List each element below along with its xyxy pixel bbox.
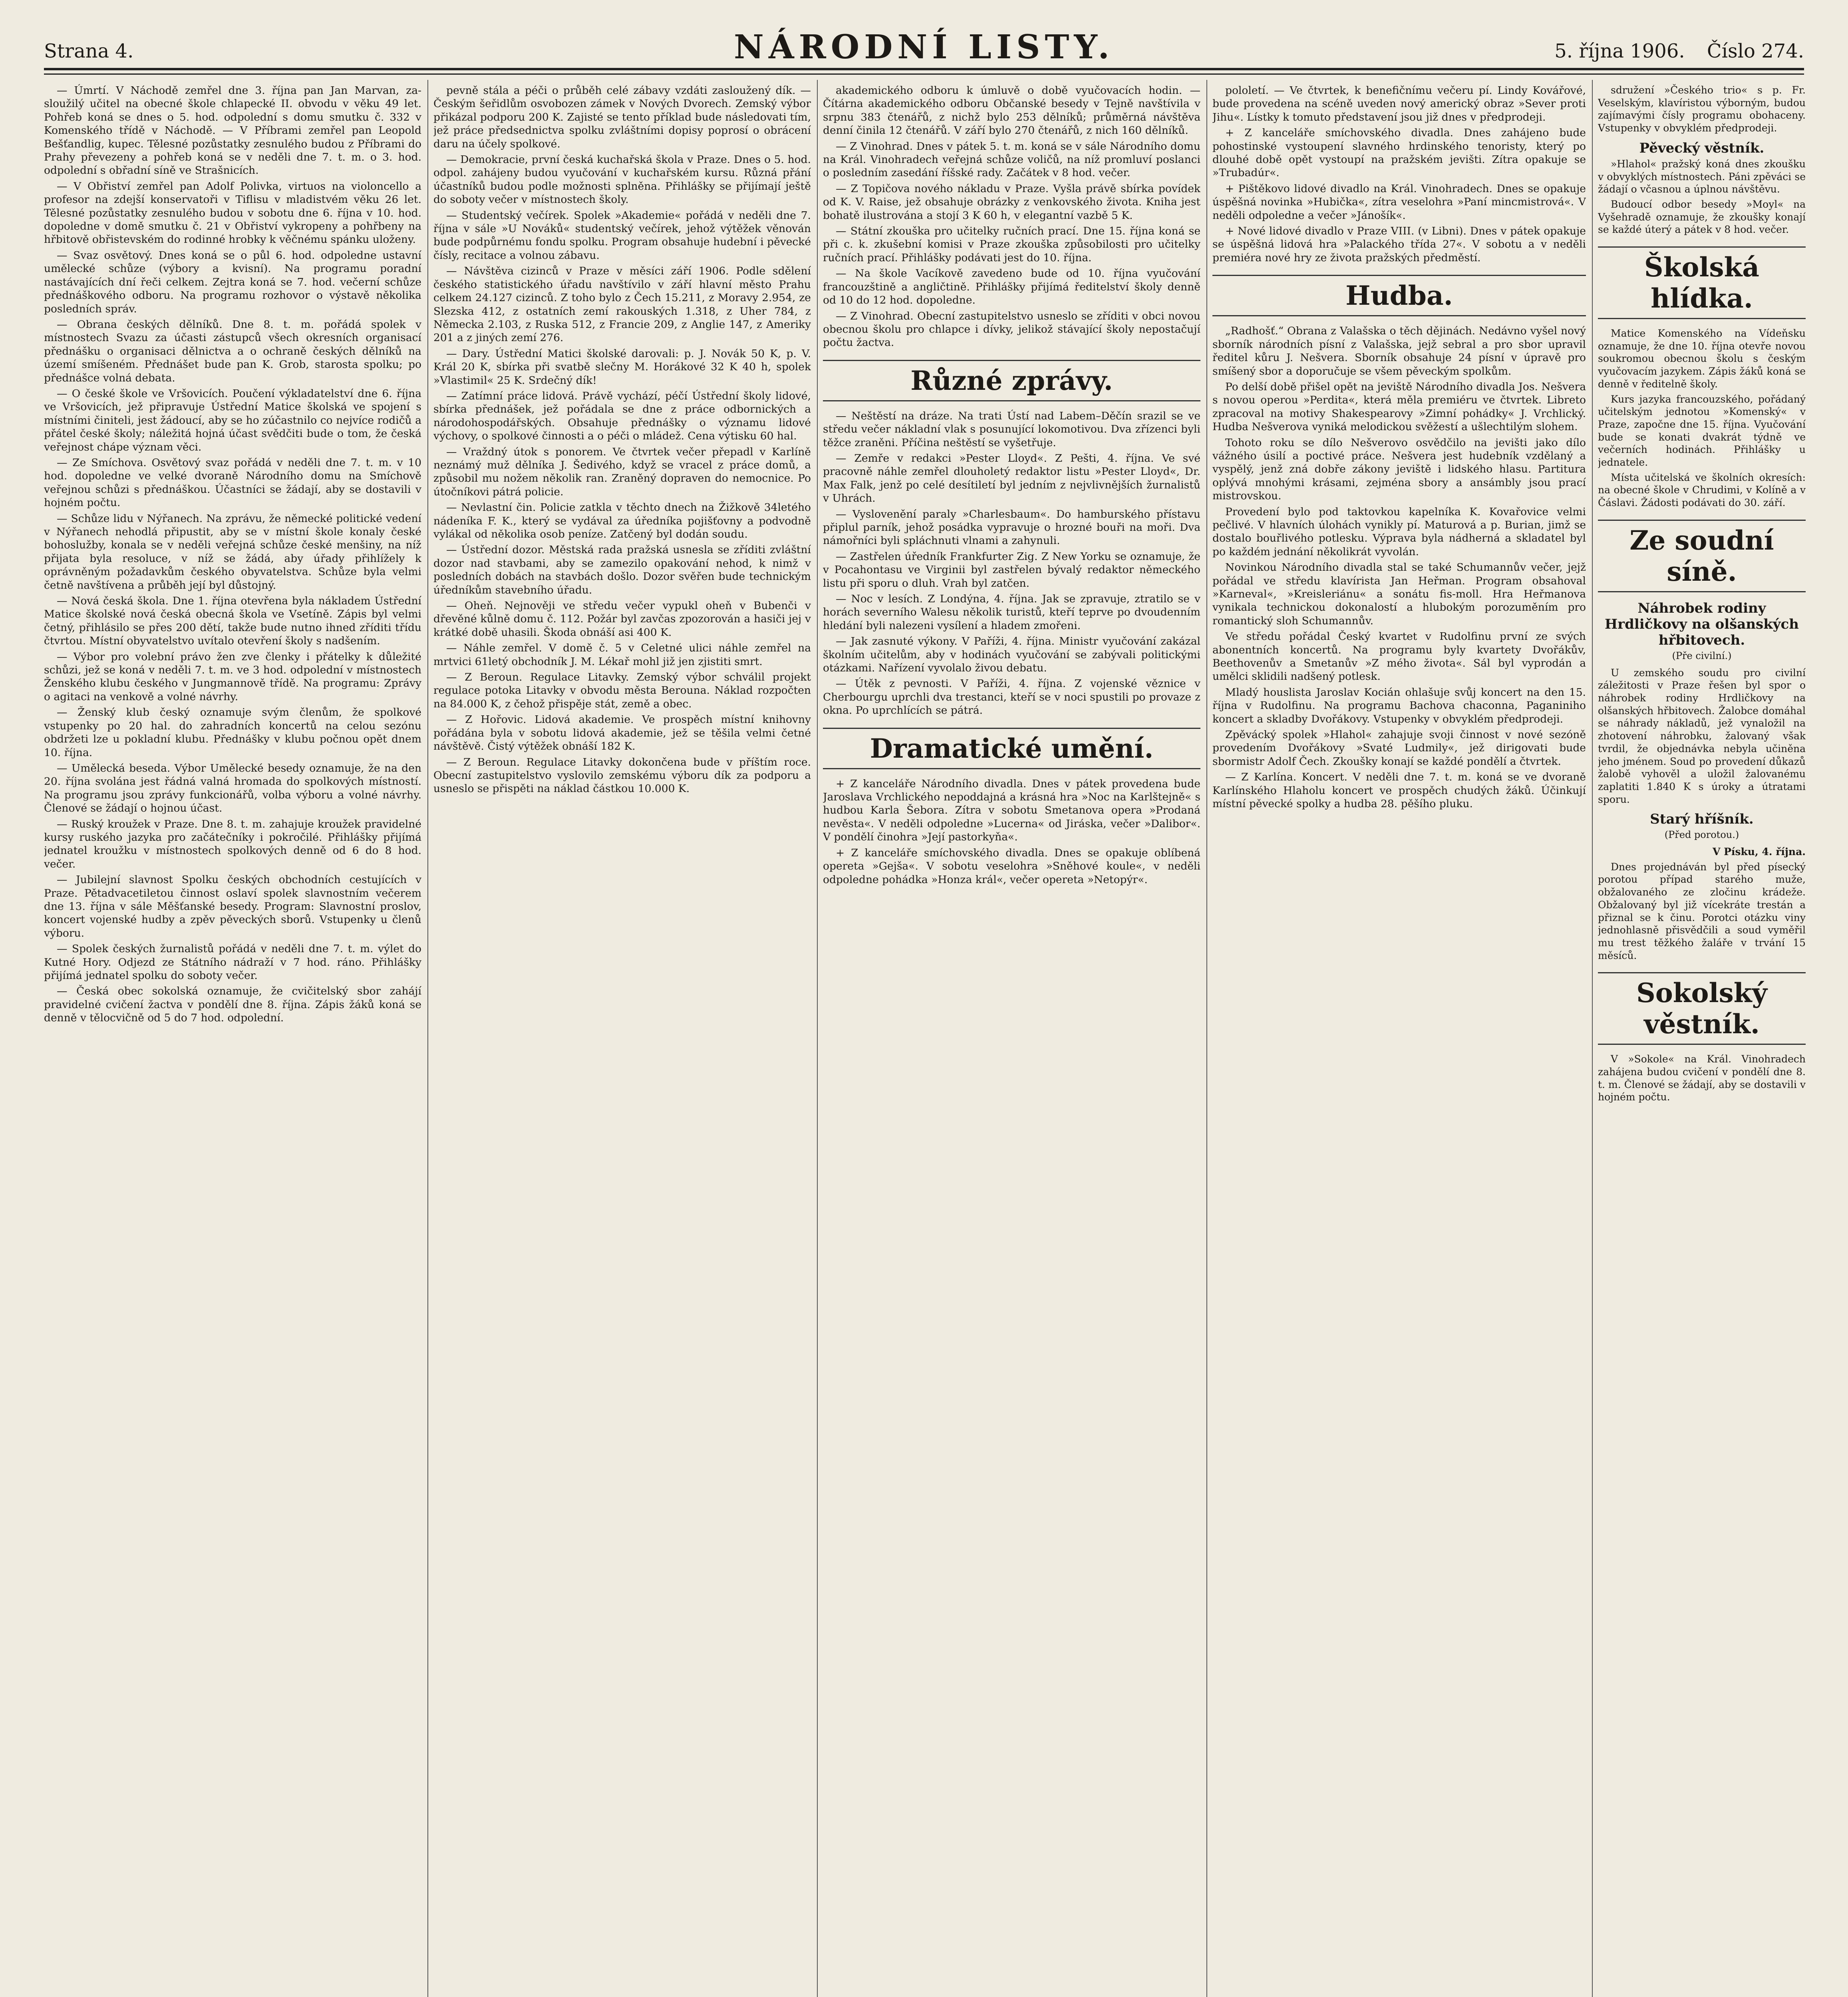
column-4: [1212, 84, 1586, 1997]
news-item: — Obrana českých dělníků. Dne 8. t. m. pořádá spolek v místnostech Svazu za účasti zástupců všech okresních organisací přednášku o organisaci dělnictva a o ochraně českých dělníků na území smíšeném. Přednášet bude pan K. Grob, starosta spolku; po přednášce volná debata.: [44, 318, 421, 384]
news-item: sdružení »Českého trio« s p. Fr. Veselským, klavíristou výborným, budou zajímavými čísly programu obohaceny. Vstupenky v obvyklém předprodeji.: [1598, 84, 1806, 134]
news-item: — V Obřiství zemřel pan Adolf Polivka, virtuos na violoncello a profesor na zdejší konservatoři v Tiflisu v mladistvém věku 26 let. Tělesné pozůstatky zesnulého budou v sobotu dne 6. října v 10. hod. dopoledne v domě smutku č. 21 v Obřiství vykropeny a pohřbeny na hřbitově obřistevském do rodinné hrobky k věčnému spánku uloženy.: [44, 180, 421, 246]
news-item: pevně stála a péči o průběh celé zábavy vzdáti zasloužený dík. — Českým šeřidlům osvobozen zámek v Nových Dvorech. Zemský výbor přikázal podporu 200 K. Zajisté se tento příklad bude následovati tím, jež práce předsednictva spolku zvláštními dopisy poprosí o obrácení daru na účely spolkové.: [433, 84, 811, 150]
issue-date: 5. října 1906.: [1554, 40, 1685, 62]
news-item: — Dary. Ústřední Matici školské darovali: p. J. Novák 50 K, p. V. Král 20 K, sbírka při svatbě slečny M. Horákové 32 K 40 h, spolek »Vlastimil« 25 K. Srdečný dík!: [433, 347, 811, 387]
section-title: Hudba.: [1345, 280, 1453, 312]
section-title: Sokolský věstník.: [1636, 977, 1767, 1040]
column-1: [44, 84, 421, 1997]
news-item: — Jak zasnuté výkony. V Paříži, 4. října. Ministr vyučování zakázal školním učitelům, aby v hodinách vyučování se zabývali politickými otázkami. Nařízení vyvolalo živou debatu.: [823, 635, 1200, 675]
news-item: Zpěvácký spolek »Hlahol« zahajuje svoji činnost v nové sezóně provedením Dvořákovy »Svaté Ludmily«, jež dirigovati bude sbormistr Adolf Čech. Zkoušky konají se každé pondělí a čtvrtek.: [1212, 729, 1586, 768]
news-item: — Oheň. Nejnověji ve středu večer vypukl oheň v Bubenči v dřevěné kůlně domu č. 112. Požár byl zavčas zpozorován a hasiči jej v krátké době uhasili. Škoda obnáší asi 400 K.: [433, 599, 811, 639]
news-item: — Z Topičova nového nákladu v Praze. Vyšla právě sbírka povídek od K. V. Raise, jež obsahuje obrázky z venkovského života. Kniha jest bohatě ilustrována a stojí 3 K 60 h, v elegantní vazbě 5 K.: [823, 182, 1200, 222]
news-item: — Z Vinohrad. Dnes v pátek 5. t. m. koná se v sále Národního domu na Král. Vinohradech veřejná schůze voličů, na níž promluví poslanci o posledním zasedání říšské rady. Začátek v 8 hod. večer.: [823, 140, 1200, 179]
news-item: — Ženský klub český oznamuje svým členům, že spolkové vstupenky po 20 hal. do zahradních koncertů na celou sezónu obdržeti lze u pokladní klubu. Přednášky v klubu počnou opět dnem 10. října.: [44, 706, 421, 759]
news-item: + Z kanceláře smíchovského divadla. Dnes se opakuje oblíbená opereta »Gejša«. V sobotu veselohra »Sněhové koule«, v neděli odpoledne pohádka »Honza král«, večer opereta »Netopýr«.: [823, 846, 1200, 886]
news-item: — Schůze lidu v Nýřanech. Na zprávu, že německé politické vedení v Nýřanech nehodlá připustit, aby se v místní škole konaly české bohoslužby, konala se v neděli veřejná schůze české menšiny, na níž přijata byla resoluce, v níž se žádá, aby úřady přihlížely k oprávněným požadavkům českého obyvatelstva. Schůze byla velmi četně navštívena a průběh její byl důstojný.: [44, 512, 421, 592]
news-item: — Z Hořovic. Lidová akademie. Ve prospěch místní knihovny pořádána byla v sobotu lidová akademie, jež se těšila velmi četné návštěvě. Čistý výtěžek obnáší 182 K.: [433, 713, 811, 753]
news-item: — Demokracie, první česká kuchařská škola v Praze. Dnes o 5. hod. odpol. zahájeny budou vyučování v kuchařském kursu. Různá přání účastníků budou podle možnosti splněna. Přihlášky se přijímají ještě do soboty večer v místnostech školy.: [433, 153, 811, 206]
news-item: — Státní zkouška pro učitelky ručních prací. Dne 15. října koná se při c. k. zkušební komisi v Praze zkouška způsobilosti pro učitelky ručních prací. Přihlášky podávati jest do 10. října.: [823, 225, 1200, 264]
news-item: — Nevlastní čin. Policie zatkla v těchto dnech na Žižkově 34letého nádeníka F. K., který se vydával za úředníka pojišťovny a podvodně vylákal od několika osob peníze. Zatčený byl dodán soudu.: [433, 501, 811, 540]
header-rule-thin: [44, 73, 1804, 75]
news-item: Po delší době přišel opět na jeviště Národního divadla Jos. Nešvera s novou operou »Perdita«, která měla premiéru ve čtvrtek. Libreto zpracoval na motivy Shakespearovy »Zimní pohádky« J. Vrchlický. Hudba Nešverova vyniká melodickou svěžestí a ušlechtilým slohem.: [1212, 380, 1586, 433]
news-item: — Ruský kroužek v Praze. Dne 8. t. m. zahajuje kroužek pravidelné kursy ruského jazyka pro začátečníky i pokročilé. Přihlášky přijímá jednatel kroužku v místnostech spolkových denně od 6 do 8 hod. večer.: [44, 818, 421, 870]
news-item: — Zemře v redakci »Pester Lloyd«. Z Pešti, 4. října. Ve své pracovně náhle zemřel dlouholetý redaktor listu »Pester Lloyd«, Dr. Max Falk, jenž po celé desítiletí byl jedním z nejvlivnějších žurnalistů v Uhrách.: [823, 452, 1200, 505]
column-5: [1598, 84, 1806, 1997]
article-subtitle: (Pře civilní.): [1672, 650, 1732, 661]
news-item: Mladý houslista Jaroslav Kocián ohlašuje svůj koncert na den 15. října v Rudolfinu. Na programu Bachova chaconna, Paganiniho koncert a skladby Dvořákovy. Vstupenky v obvyklém předprodeji.: [1212, 686, 1586, 725]
news-item: — Na škole Vacíkově zavedeno bude od 10. října vyučování francouzštině a angličtině. Přihlášky přijímá ředitelství školy denně od 10 do 12 hod. dopoledne.: [823, 267, 1200, 307]
news-item: — Z Karlína. Koncert. V neděli dne 7. t. m. koná se ve dvoraně Karlínského Hlaholu koncert ve prospěch chudých žáků. Účinkují místní pěvecké spolky a hudba 28. pěšího pluku.: [1212, 771, 1586, 810]
news-item: + Z kanceláře smíchovského divadla. Dnes zahájeno bude pohostinské vystoupení slavného hrdinského tenoristy, který po dlouhé době opět vystoupí na pražském jevišti. Zítra opakuje se »Trubadúr«.: [1212, 127, 1586, 179]
news-item: — Zastřelen úředník Frankfurter Zig. Z New Yorku se oznamuje, že v Pocahontasu ve Virginii byl zastřelen bývalý redaktor německého listu při sporu o dluh. Vrah byl zatčen.: [823, 550, 1200, 590]
column-divider: [817, 80, 818, 1997]
section-title: Ze soudní síně.: [1629, 524, 1774, 587]
section-title: Různé zprávy.: [910, 365, 1113, 396]
section-title: Školská hlídka.: [1644, 252, 1760, 314]
news-item: — Česká obec sokolská oznamuje, že cvičitelský sbor zahájí pravidelné cvičení žactva v pondělí dne 8. října. Zápis žáků koná se denně v tělocvičně od 5 do 7 hod. odpolední.: [44, 985, 421, 1024]
news-item: Tohoto roku se dílo Nešverovo osvědčilo na jevišti jako dílo vážného úsilí a poctivé práce. Nešvera jest hudebník vzdělaný a vyspělý, jenž zná dobře zákony jeviště i lidského hlasu. Partitura oplývá mnohými krásami, zejména sbory a ansámbly jsou prací mistrovskou.: [1212, 436, 1586, 502]
section-title: Dramatické umění.: [870, 732, 1154, 764]
news-item: — Spolek českých žurnalistů pořádá v neděli dne 7. t. m. výlet do Kutné Hory. Odjezd ze Státního nádraží v 7 hod. ráno. Přihlášky přijímá jednatel spolku do soboty večer.: [44, 943, 421, 982]
news-item: — Svaz osvětový. Dnes koná se o půl 6. hod. odpoledne ustavní umělecké schůze (výbory a kvisní). Na programu poradní nastávajících dní řeči celkem. Zejtra koná se 7. hod. večerní schůze přednáškového odboru. Na programu rozhovor o výstavě několika posledních správ.: [44, 249, 421, 315]
column-2: [433, 84, 811, 1997]
news-item: — Noc v lesích. Z Londýna, 4. října. Jak se zpravuje, ztratilo se v horách severního Walesu několik turistů, kteří teprve po dvoudenním hledání byli nalezeni vysílení a hladem zmořeni.: [823, 593, 1200, 632]
news-item: U zemského soudu pro civilní záležitosti v Praze řešen byl spor o náhrobek rodiny Hrdličkovy na olšanských hřbitovech. Žalobce domáhal se náhrady nákladů, jež vynaložil na zhotovení náhrobku, žalovaný však tvrdil, že objednávka nebyla učiněna jeho jménem. Soud po provedení důkazů žalobě vyhověl a uložil žalovanému zaplatiti 1.840 K s úroky a útratami sporu.: [1598, 667, 1806, 805]
section-heading: [1212, 275, 1586, 316]
news-item: — Ústřední dozor. Městská rada pražská usnesla se zříditi zvláštní dozor nad stavbami, aby se zamezilo opakování nehod, k nimž v posledních dobách na stavbách došlo. Dozor svěřen bude technickým úředníkům stavebního úřadu.: [433, 544, 811, 596]
column-divider: [1206, 80, 1207, 1997]
news-item: Provedení bylo pod taktovkou kapelníka K. Kovařovice velmi pečlivé. V hlavních úlohách vynikly pí. Maturová a p. Burian, jimž se dostalo bouřlivého potlesku. Výprava byla nádherná a skladatel byl po každém jednání několikrát vyvolán.: [1212, 505, 1586, 558]
news-item: akademického odboru k úmluvě o době vyučovacích hodin. — Čítárna akademického odboru Občanské besedy v Tejně navštívila v srpnu 383 čtenářů, z nichž bylo 253 dělníků; průměrná návštěva denní činila 12 čtenářů. V září bylo 270 čtenářů, z nich 160 dělníků.: [823, 84, 1200, 137]
section-heading: [823, 360, 1200, 401]
news-item: Ve středu pořádal Český kvartet v Rudolfinu první ze svých abonentních koncertů. Na programu byly kvartety Dvořákův, Beethovenův a Smetanův »Z mého života«. Sál byl vyprodán a umělci sklidili nadšený potlesk.: [1212, 630, 1586, 683]
column-divider: [1592, 80, 1593, 1997]
news-item: V »Sokole« na Král. Vinohradech zahájena budou cvičení v pondělí dne 8. t. m. Členové se žádají, aby se dostavili v hojném počtu.: [1598, 1053, 1806, 1103]
news-item: — Ze Smíchova. Osvětový svaz pořádá v neděli dne 7. t. m. v 10 hod. dopoledne ve velké dvoraně Národního domu na Smíchově veřejnou schůzi s přednáškou. Účastníci se žádají, aby se dostavili v hojném počtu.: [44, 456, 421, 509]
date-issue: [1538, 40, 1804, 62]
news-item: — Nová česká škola. Dne 1. října otevřena byla nákladem Ústřední Matice školské nová česká obecná škola ve Vsetíně. Zápis byl velmi četný, přihlásilo se přes 200 dětí, takže bude nutno ihned zříditi třídu čtvrtou. Místní obyvatelstvo uvítalo otevření školy s nadšením.: [44, 595, 421, 647]
news-item: — Z Vinohrad. Obecní zastupitelstvo usneslo se zříditi v obci novou obecnou školu pro chlapce i dívky, jelikož stávající školy nepostačují počtu žactva.: [823, 310, 1200, 349]
news-item: — O české škole ve Vršovicích. Poučení výkladatelství dne 6. října ve Vršovicích, jež připravuje Ústřední Matice školská ve spojení s místními činiteli, jest žádoucí, aby se ho zúčastnilo co nejvíce rodičů a přátel české školy; náležitá hojná účast svědčiti bude o tom, že česká veřejnost chápe význam věci.: [44, 387, 421, 453]
news-item: Dnes projednáván byl před písecký porotou případ starého muže, obžalovaného ze zločinu krádeže. Obžalovaný byl již vícekráte trestán a přiznal se k činu. Porotci otázku viny jednohlasně přisvědčili a soud vyměřil mu trest těžkého žaláře v trvání 15 měsíců.: [1598, 861, 1806, 961]
news-item: — Studentský večírek. Spolek »Akademie« pořádá v neděli dne 7. října v sále »U Nováků« studentský večírek, jehož výtěžek věnován bude podpůrnému fondu spolku. Program obsahuje hudební i pěvecké čísly, recitace a volnou zábavu.: [433, 209, 811, 262]
news-item: — Útěk z pevnosti. V Paříži, 4. října. Z vojenské věznice v Cherbourgu uprchli dva trestanci, kteří se v noci spustili po provaze z okna. Po uprchlících se pátrá.: [823, 677, 1200, 717]
column-divider: [427, 80, 428, 1997]
news-item: + Pištěkovo lidové divadlo na Král. Vinohradech. Dnes se opakuje úspěšná novinka »Hubička«, zítra veselohra »Paní mincmistrová«. V neděli odpoledne a večer »Jánošík«.: [1212, 182, 1586, 222]
article-subtitle: (Před porotou.): [1664, 829, 1739, 841]
article-headline: Starý hříšník.: [1650, 811, 1754, 828]
subsection-heading: Pěvecký věstník.: [1639, 140, 1765, 156]
header-rule: [44, 68, 1804, 70]
news-item: Matice Komenského na Vídeňsku oznamuje, že dne 10. října otevře novou soukromou obecnou školu s českým vyučovacím jazykem. Zápis žáků koná se denně v ředitelně školy.: [1598, 328, 1806, 390]
news-item: — Z Beroun. Regulace Litavky dokončena bude v příštím roce. Obecní zastupitelstvo vyslovilo zemskému výboru dík za podporu a usneslo se přispěti na náklad částkou 10.000 K.: [433, 756, 811, 795]
news-item: »Hlahol« pražský koná dnes zkoušku v obvyklých místnostech. Páni zpěváci se žádají o včasnou a úplnou návštěvu.: [1598, 158, 1806, 195]
news-item: „Radhošť.“ Obrana z Valašska o těch dějinách. Nedávno vyšel nový sborník národních písní z Valašska, jejž sebral a pro sbor upravil ředitel kůru J. Nešvera. Sborník obsahuje 24 písní v úpravě pro smíšený sbor a doporučuje se všem pěveckým spolkům.: [1212, 325, 1586, 377]
section-heading: [823, 728, 1200, 769]
news-item: — Úmrtí. V Náchodě zemřel dne 3. října pan Jan Marvan, za-sloužilý učitel na obecné škole chlapecké II. obvodu v věku 49 let. Pohřeb koná se dnes o 5. hod. odpolední s domu smutku č. 332 v Komenského třídě v Náchodě. — V Příbrami zemřel pan Leopold Bešťandlig, kupec. Tělesné pozůstatky zesnulého budou z Příbrami do Prahy převezeny a pohřeb koná se v neděli dne 7. t. m. o 3. hod. odpolední s obřadní síně ve Strašnicích.: [44, 84, 421, 177]
news-item: + Z kanceláře Národního divadla. Dnes v pátek provedena bude Jaroslava Vrchlického nepoddajná a krásná hra »Noc na Karlštejně« s hudbou Karla Šebora. Zítra v sobotu Smetanova opera »Prodaná nevěsta«. V neděli odpoledne »Lucerna« od Jiráska, večer »Dalibor«. V pondělí činohra »Její pastorkyňa«.: [823, 777, 1200, 844]
news-item: Novinkou Národního divadla stal se také Schumannův večer, jejž pořádal ve středu klavírista Jan Heřman. Program obsahoval »Karneval«, »Kreisleriánu« a sonátu fis-moll. Hra Heřmanova vynikala technickou dokonalostí a hlubokým porozuměním pro romantický sloh Schumannův.: [1212, 561, 1586, 627]
news-item: Kurs jazyka francouzského, pořádaný učitelským jednotou »Komenský« v Praze, započne dne 15. října. Vyučování bude se konati dvakrát týdně ve večerních hodinách. Přihlášky u jednatele.: [1598, 393, 1806, 468]
news-item: — Vyslovenění paraly »Charlesbaum«. Do hamburského přístavu připlul parník, jehož posádka vypravuje o hrozné bouři na moři. Dva námořníci byli spláchnuti vlnami a zahynuli.: [823, 508, 1200, 547]
news-item: Budoucí odbor besedy »Moyl« na Vyšehradě oznamuje, že zkoušky konají se každé úterý a pátek v 8 hod. večer.: [1598, 198, 1806, 236]
section-heading: [1598, 520, 1806, 592]
news-item: — Náhle zemřel. V domě č. 5 v Celetné ulici náhle zemřel na mrtvici 61letý obchodník J. M. Lékař mohl již jen zjistiti smrt.: [433, 642, 811, 668]
news-item: — Výbor pro volební právo žen zve členky i přátelky k důležité schůzi, jež se koná v neděli 7. t. m. ve 3 hod. odpolední v místnostech Ženského klubu českého v Jungmannově třídě. Na programu: Zprávy o agitaci na venkově a volné návrhy.: [44, 650, 421, 703]
section-heading: [1598, 246, 1806, 319]
news-item: Místa učitelská ve školních okresích: na obecné škole v Chrudimi, v Kolíně a v Čáslavi. Žádosti podávati do 30. září.: [1598, 471, 1806, 509]
masthead: NÁRODNÍ LISTY.: [734, 28, 1114, 66]
news-item: — Z Beroun. Regulace Litavky. Zemský výbor schválil projekt regulace potoka Litavky v obvodu města Berouna. Náklad rozpočten na 84.000 K, z čehož přispěje stát, země a obec.: [433, 671, 811, 710]
news-item: — Vraždný útok s ponorem. Ve čtvrtek večer přepadl v Karlíně neznámý muž dělníka J. Šedivého, když se vracel z práce domů, a způsobil mu nožem několik ran. Zraněný dopraven do nemocnice. Po útočníkovi pátrá policie.: [433, 445, 811, 498]
news-item: — Jubilejní slavnost Spolku českých obchodních cestujících v Praze. Pětadvacetiletou činnost oslaví spolek slavnostním večerem dne 13. října v sále Měšťanské besedy. Program: Slavnostní proslov, koncert vojenské hudby a zpěv pěveckých sborů. Vstupenky u členů výboru.: [44, 873, 421, 939]
article-headline: Náhrobek rodiny Hrdličkovy na olšanských hřbitovech.: [1605, 600, 1799, 648]
column-3: [823, 84, 1200, 1997]
news-item: — Návštěva cizinců v Praze v měsíci září 1906. Podle sdělení českého statistického úřadu navštívilo v září hlavní město Prahu celkem 24.127 cizinců. Z toho bylo z Čech 15.211, z Moravy 2.954, ze Slezska 412, z ostatních zemí rakouských 1.318, z Uher 784, z Německa 2.103, z Ruska 512, z Francie 209, z Anglie 147, z Ameriky 201 a z jiných zemí 276.: [433, 265, 811, 344]
issue-number: Číslo 274.: [1707, 40, 1804, 62]
news-item: — Zatímní práce lidová. Právě vychází, péčí Ústřední školy lidové, sbírka přednášek, jež pořádala se dne z práce odbornických a národohospodářských. Obsahuje přednášky o významu lidové výchovy, o spolkové činnosti a o péči o mládež. Cena výtisku 60 hal.: [433, 389, 811, 443]
dateline: V Písku, 4. října.: [1713, 846, 1806, 858]
page-header: [44, 28, 1804, 66]
section-heading: [1598, 972, 1806, 1045]
news-item: + Nové lidové divadlo v Praze VIII. (v Libni). Dnes v pátek opakuje se úspěšná lidová hra »Palackého třída 27«. V sobotu a v neděli premiéra nové hry ze života pražských předměstí.: [1212, 225, 1586, 264]
news-item: — Neštěstí na dráze. Na trati Ústí nad Labem–Děčín srazil se ve středu večer nákladní vlak s posunující lokomotivou. Dva zřízenci byli těžce zraněni. Příčina neštěstí se vyšetřuje.: [823, 409, 1200, 449]
news-item: — Umělecká beseda. Výbor Umělecké besedy oznamuje, že na den 20. října svolána jest řádná valná hromada do spolkových místností. Na programu jsou zprávy funkcionářů, volba výboru a volné návrhy. Členové se žádají o hojnou účast.: [44, 762, 421, 815]
page-number: Strana 4.: [44, 40, 134, 62]
news-item: pololetí. — Ve čtvrtek, k benefičnímu večeru pí. Lindy Kovářové, bude provedena na scéně uveden nový americký obraz »Sever proti Jihu«. Lístky k tomuto představení jsou již dnes v předprodeji.: [1212, 84, 1586, 123]
